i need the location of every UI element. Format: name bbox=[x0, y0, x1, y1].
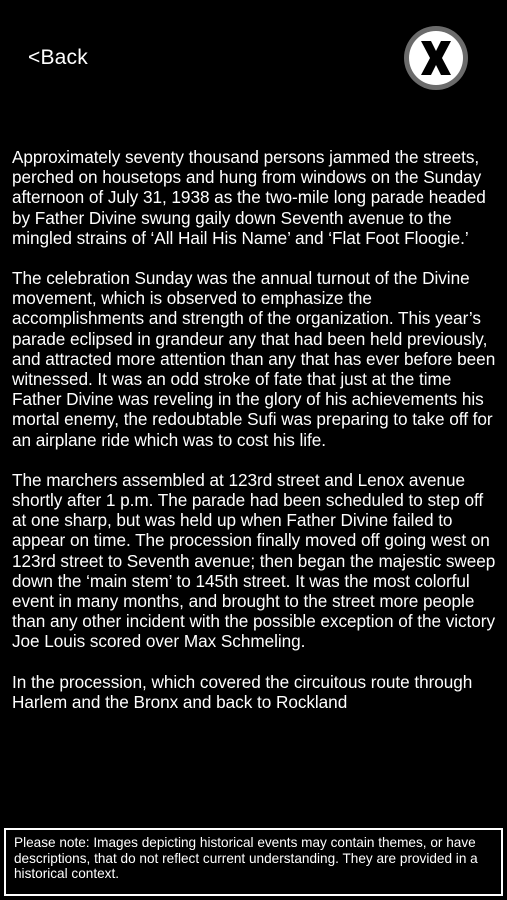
article-paragraph: The celebration Sunday was the annual turnout of the Divine movement, which is observed to emphasize the accomplishments and strength of the organization. This year’s parade eclipsed in grandeur any that had been held previously, and attracted more attention than any that has ever before been witnessed. It was an odd stroke of fate that just at the time Father Divine was reveling in the glory of his achievements his mortal enemy, the redoubtable Sufi was preparing to take off for an airplane ride which was to cost his life. bbox=[12, 268, 496, 450]
close-button[interactable] bbox=[404, 26, 468, 90]
article-text[interactable] bbox=[12, 147, 496, 813]
article-paragraph: In the procession, which covered the circuitous route through Harlem and the Bronx and back to Rockland bbox=[12, 671, 473, 712]
close-x-icon bbox=[409, 31, 463, 85]
notice-text: Please note: Images depicting historical events may contain themes, or have descriptions, that do not reflect current understanding. They are provided in a historical context. bbox=[14, 835, 478, 881]
article-paragraph: The marchers assembled at 123rd street and Lenox avenue shortly after 1 p.m. The parade had been scheduled to step off at one sharp, but was held up when Father Divine failed to appear on time. The procession finally moved off going west on 123rd street to Seventh avenue; then began the majestic sweep down the ‘main stem’ to 145th street. It was the most colorful event in many months, and brought to the street more people than any other incident with the possible exception of the victory Joe Louis scored over Max Schmeling. bbox=[12, 469, 496, 652]
historical-notice bbox=[4, 828, 503, 896]
article-paragraph: Approximately seventy thousand persons jammed the streets, perched on housetops and hung from windows on the Sunday afternoon of July 31, 1938 as the two-mile long parade headed by Father Divine swung gaily down Seventh avenue to the mingled strains of ‘All Hail His Name’ and ‘Flat Foot Floogie.’ bbox=[12, 147, 486, 248]
back-button[interactable]: <Back bbox=[28, 46, 88, 69]
